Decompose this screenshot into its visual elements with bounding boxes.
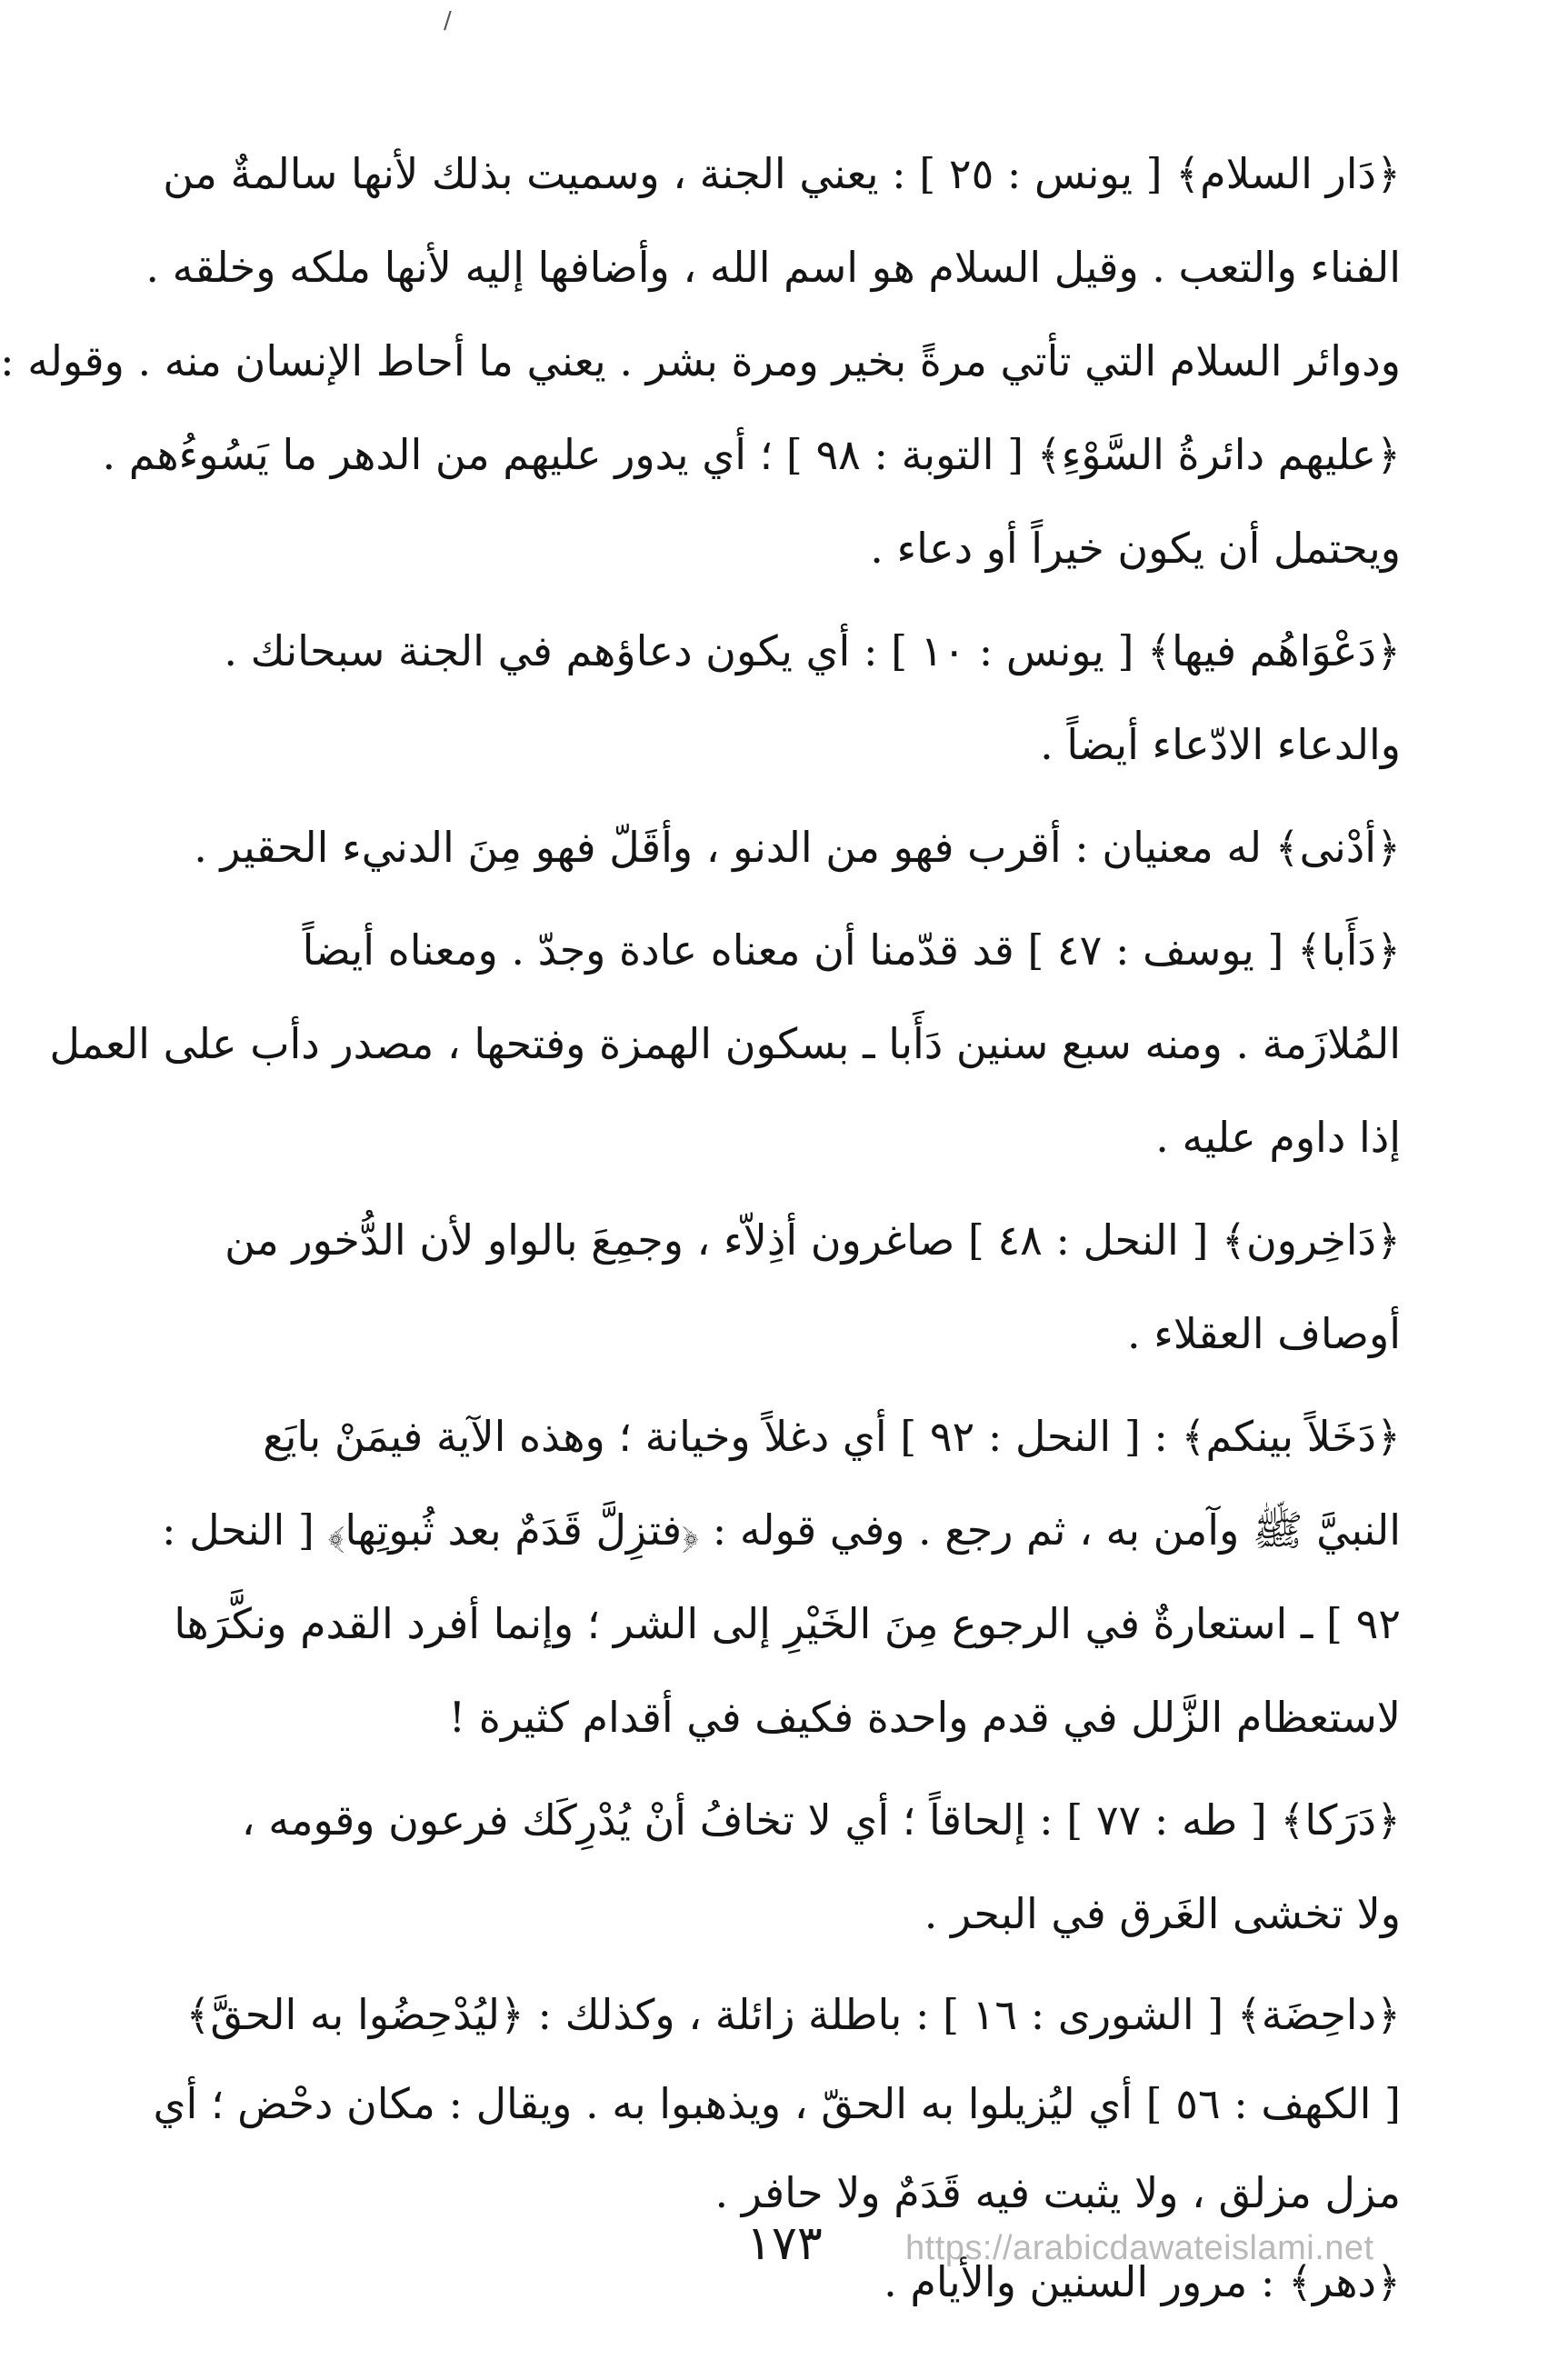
entry-line: ﴿دَاخِرون﴾ [ النحل : ٤٨ ] صاغرون أذِلاّء ، وجمِعَ بالواو لأن الدُّخور من	[225, 1215, 1401, 1265]
entry-line: ﴿عليهم دائرةُ السَّوْءِ﴾ [ التوبة : ٩٨ ] ؛ أي يدور عليهم من الدهر ما يَسُوءُهم .	[102, 430, 1401, 479]
entry-line: ﴿دهر﴾ : مرور السنين والأيام .	[884, 2257, 1401, 2306]
entry-line: ﴿دَعْوَاهُم فيها﴾ [ يونس : ١٠ ] : أي يكون دعاؤهم في الجنة سبحانك .	[224, 626, 1401, 675]
entry-line: لاستعظام الزَّلل في قدم واحدة فكيف في أقدام كثيرة !	[448, 1693, 1401, 1742]
entry-dakhalan	[161, 1390, 1401, 1765]
entry-line: ﴿دَأَبا﴾ [ يوسف : ٤٧ ] قد قدّمنا أن معناه عادة وجدّ . ومعناه أيضاً	[302, 925, 1401, 975]
glossary-text-column	[0, 127, 1401, 2335]
entry-dakhirun	[165, 1194, 1401, 1381]
entry-line: الفناء والتعب . وقيل السلام هو اسم الله ، وأضافها إليه لأنها ملكه وخلقه .	[145, 243, 1401, 292]
entry-line: ﴿أدْنى﴾ له معنيان : أقرب فهو من الدنو ، وأقَلّ فهو مِنَ الدنيء الحقير .	[194, 823, 1401, 872]
entry-darakan	[165, 1774, 1401, 1961]
entry-line: ولا تخشى الغَرق في البحر .	[924, 1889, 1401, 1938]
entry-line: المُلازَمة . ومنه سبع سنين دَأَبا ـ بسكون الهمزة وفتحها ، مصدر دأب على العمل	[49, 1019, 1401, 1068]
entry-line: ﴿داحِضَة﴾ [ الشورى : ١٦ ] : باطلة زائلة ، وكذلك : ﴿ليُدْحِضُوا به الحقَّ﴾	[185, 1990, 1401, 2039]
entry-line: ودوائر السلام التي تأتي مرةً بخير ومرة بشر . يعني ما أحاط الإنسان منه . وقوله :	[0, 336, 1401, 385]
entry-line: ﴿دَار السلام﴾ [ يونس : ٢٥ ] : يعني الجنة ، وسميت بذلك لأنها سالمةٌ من	[163, 149, 1401, 198]
entry-line: والدعاء الادّعاء أيضاً .	[1040, 720, 1401, 769]
entry-line: ﴿دَرَكا﴾ [ طه : ٧٧ ] : إلحاقاً ؛ أي لا تخافُ أنْ يُدْرِكَك فرعون وقومه ،	[241, 1795, 1401, 1845]
entry-dawahum	[165, 605, 1401, 792]
entry-line: أوصاف العقلاء .	[1127, 1309, 1401, 1358]
entry-line: ٩٢ ] ـ استعارةٌ في الرجوع مِنَ الخَيْرِ إلى الشر ؛ وإنما أفرد القدم ونكَّرَها	[174, 1599, 1401, 1648]
entry-daaba	[49, 904, 1401, 1185]
page-footer	[1, 2216, 1558, 2289]
entry-line: [ الكهف : ٥٦ ] أي ليُزيلوا به الحقّ ، ويذهبوا به . ويقال : مكان دحْض ؛ أي	[153, 2079, 1401, 2128]
page-top-mark: /	[444, 7, 452, 35]
entry-dar-al-salam	[0, 127, 1401, 595]
entry-adna	[165, 801, 1401, 895]
entry-line: إذا داوم عليه .	[1155, 1113, 1401, 1162]
source-watermark: https://arabicdawateislami.net	[905, 2229, 1374, 2267]
entry-line: مزل مزلق ، ولا يثبت فيه قَدَمٌ ولا حافر .	[714, 2168, 1401, 2217]
entry-line: ﴿دَخَلاً بينكم﴾ : [ النحل : ٩٢ ] أي دغلاً وخيانة ؛ وهذه الآية فيمَنْ بايَع	[263, 1412, 1401, 1461]
document-page	[1, 0, 1558, 2380]
entry-line: النبيَّ ﷺ وآمن به ، ثم رجع . وفي قوله : ﴿فتزِلَّ قَدَمٌ بعد ثُبوتِها﴾ [ النحل :	[161, 1505, 1401, 1555]
page-number: ١٧٣	[746, 2216, 823, 2271]
entry-line: ويحتمل أن يكون خيراً أو دعاء .	[870, 524, 1401, 573]
